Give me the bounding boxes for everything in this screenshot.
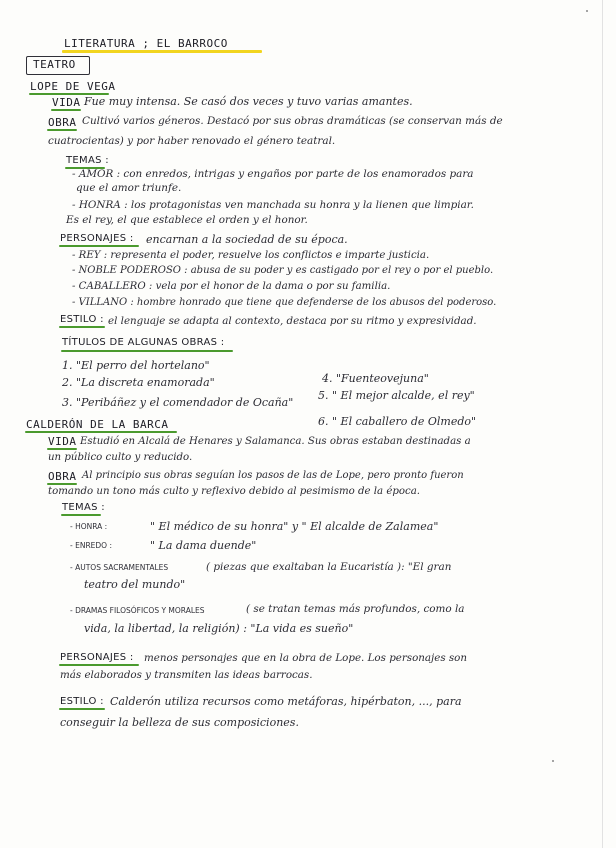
vida-label: VIDA	[48, 435, 77, 448]
title-item: 2. "La discreta enamorada"	[62, 376, 215, 389]
obra-label: OBRA	[48, 470, 77, 483]
personaje-item: - NOBLE PODEROSO : abusa de su poder y es castigado por el rey o por el pueblo.	[72, 265, 494, 276]
tema-amor: que el amor triunfe.	[76, 182, 182, 194]
obra-label: OBRA	[48, 116, 77, 129]
calderon-heading: CALDERÓN DE LA BARCA	[26, 418, 169, 431]
tema-enredo-label: - ENREDO :	[70, 541, 112, 550]
tema-honra: - HONRA : los protagonistas ven manchada su honra y la lienen que limpiar.	[72, 199, 474, 211]
personaje-item: - VILLANO : hombre honrado que tiene que defenderse de los abusos del poderoso.	[72, 297, 497, 308]
tema-autos-text: ( piezas que exaltaban la Eucaristía ): "El gran	[206, 561, 452, 573]
personajes-text: encarnan a la sociedad de su época.	[146, 233, 348, 246]
temas-label: TEMAS :	[62, 502, 105, 513]
label-underline	[47, 448, 77, 450]
estilo-text: conseguir la belleza de sus composiciones.	[60, 716, 299, 729]
label-underline	[61, 350, 233, 352]
tema-autos-text: teatro del mundo"	[84, 578, 186, 591]
heading-underline	[25, 431, 177, 433]
obra-text: Cultivó varios géneros. Destacó por sus obras dramáticas (se conservan más de	[82, 115, 503, 127]
tema-honra-text: " El médico de su honra" y " El alcalde de Zalamea"	[150, 520, 439, 533]
estilo-label: ESTILO :	[60, 314, 104, 325]
title-item: 1. "El perro del hortelano"	[62, 359, 210, 372]
vida-text: Fue muy intensa. Se casó dos veces y tuvo varias amantes.	[84, 95, 413, 108]
label-underline	[47, 129, 77, 131]
page-title: LITERATURA ; EL BARROCO	[64, 37, 228, 50]
tema-dramas-text: ( se tratan temas más profundos, como la	[246, 603, 465, 615]
section-title-teatro: TEATRO	[33, 58, 76, 71]
personajes-label: PERSONAJES :	[60, 652, 134, 663]
personajes-text: más elaborados y transmiten las ideas barrocas.	[60, 669, 313, 681]
vida-text: un público culto y reducido.	[48, 452, 193, 463]
estilo-label: ESTILO :	[60, 696, 104, 707]
titulos-label: TÍTULOS DE ALGUNAS OBRAS :	[62, 337, 225, 348]
corner-mark	[586, 10, 588, 12]
lope-heading: LOPE DE VEGA	[30, 80, 116, 93]
title-item: 6. " El caballero de Olmedo"	[318, 415, 477, 428]
corner-mark	[552, 760, 554, 762]
label-underline	[59, 245, 139, 247]
title-item: 4. "Fuenteovejuna"	[322, 372, 429, 385]
page-edge	[602, 0, 603, 848]
tema-autos-label: - AUTOS SACRAMENTALES	[70, 563, 169, 572]
estilo-text: Calderón utiliza recursos como metáforas, hipérbaton, ..., para	[110, 695, 462, 708]
tema-honra-label: - HONRA :	[70, 522, 108, 531]
title-highlight	[62, 50, 262, 53]
tema-dramas-label: - DRAMAS FILOSÓFICOS Y MORALES	[70, 606, 205, 615]
temas-label: TEMAS :	[66, 155, 109, 166]
vida-text: Estudió en Alcalá de Henares y Salamanca. Sus obras estaban destinadas a	[80, 436, 471, 447]
personaje-item: - REY : representa el poder, resuelve los conflictos e imparte justicia.	[72, 250, 430, 261]
label-underline	[51, 109, 81, 111]
tema-amor: - AMOR : con enredos, intrigas y engaños por parte de los enamorados para	[72, 168, 474, 180]
label-underline	[59, 708, 105, 710]
label-underline	[59, 326, 105, 328]
title-item: 3. "Peribáñez y el comendador de Ocaña"	[62, 396, 294, 409]
personajes-label: PERSONAJES :	[60, 233, 134, 244]
tema-honra: Es el rey, el que establece el orden y el honor.	[66, 214, 308, 226]
estilo-text: el lenguaje se adapta al contexto, destaca por su ritmo y expresividad.	[108, 315, 477, 327]
obra-text: tomando un tono más culto y reflexivo debido al pesimismo de la época.	[48, 486, 421, 497]
tema-dramas-text: vida, la libertad, la religión) : "La vida es sueño"	[84, 622, 354, 635]
personajes-text: menos personajes que en la obra de Lope. Los personajes son	[144, 652, 468, 664]
obra-text: cuatrocientas) y por haber renovado el género teatral.	[48, 135, 336, 147]
label-underline	[61, 514, 101, 516]
personaje-item: - CABALLERO : vela por el honor de la dama o por su familia.	[72, 281, 391, 292]
label-underline	[59, 664, 139, 666]
vida-label: VIDA	[52, 96, 81, 109]
tema-enredo-text: " La dama duende"	[150, 539, 257, 552]
obra-text: Al principio sus obras seguían los pasos de las de Lope, pero pronto fueron	[82, 470, 464, 481]
title-item: 5. " El mejor alcalde, el rey"	[318, 389, 475, 402]
